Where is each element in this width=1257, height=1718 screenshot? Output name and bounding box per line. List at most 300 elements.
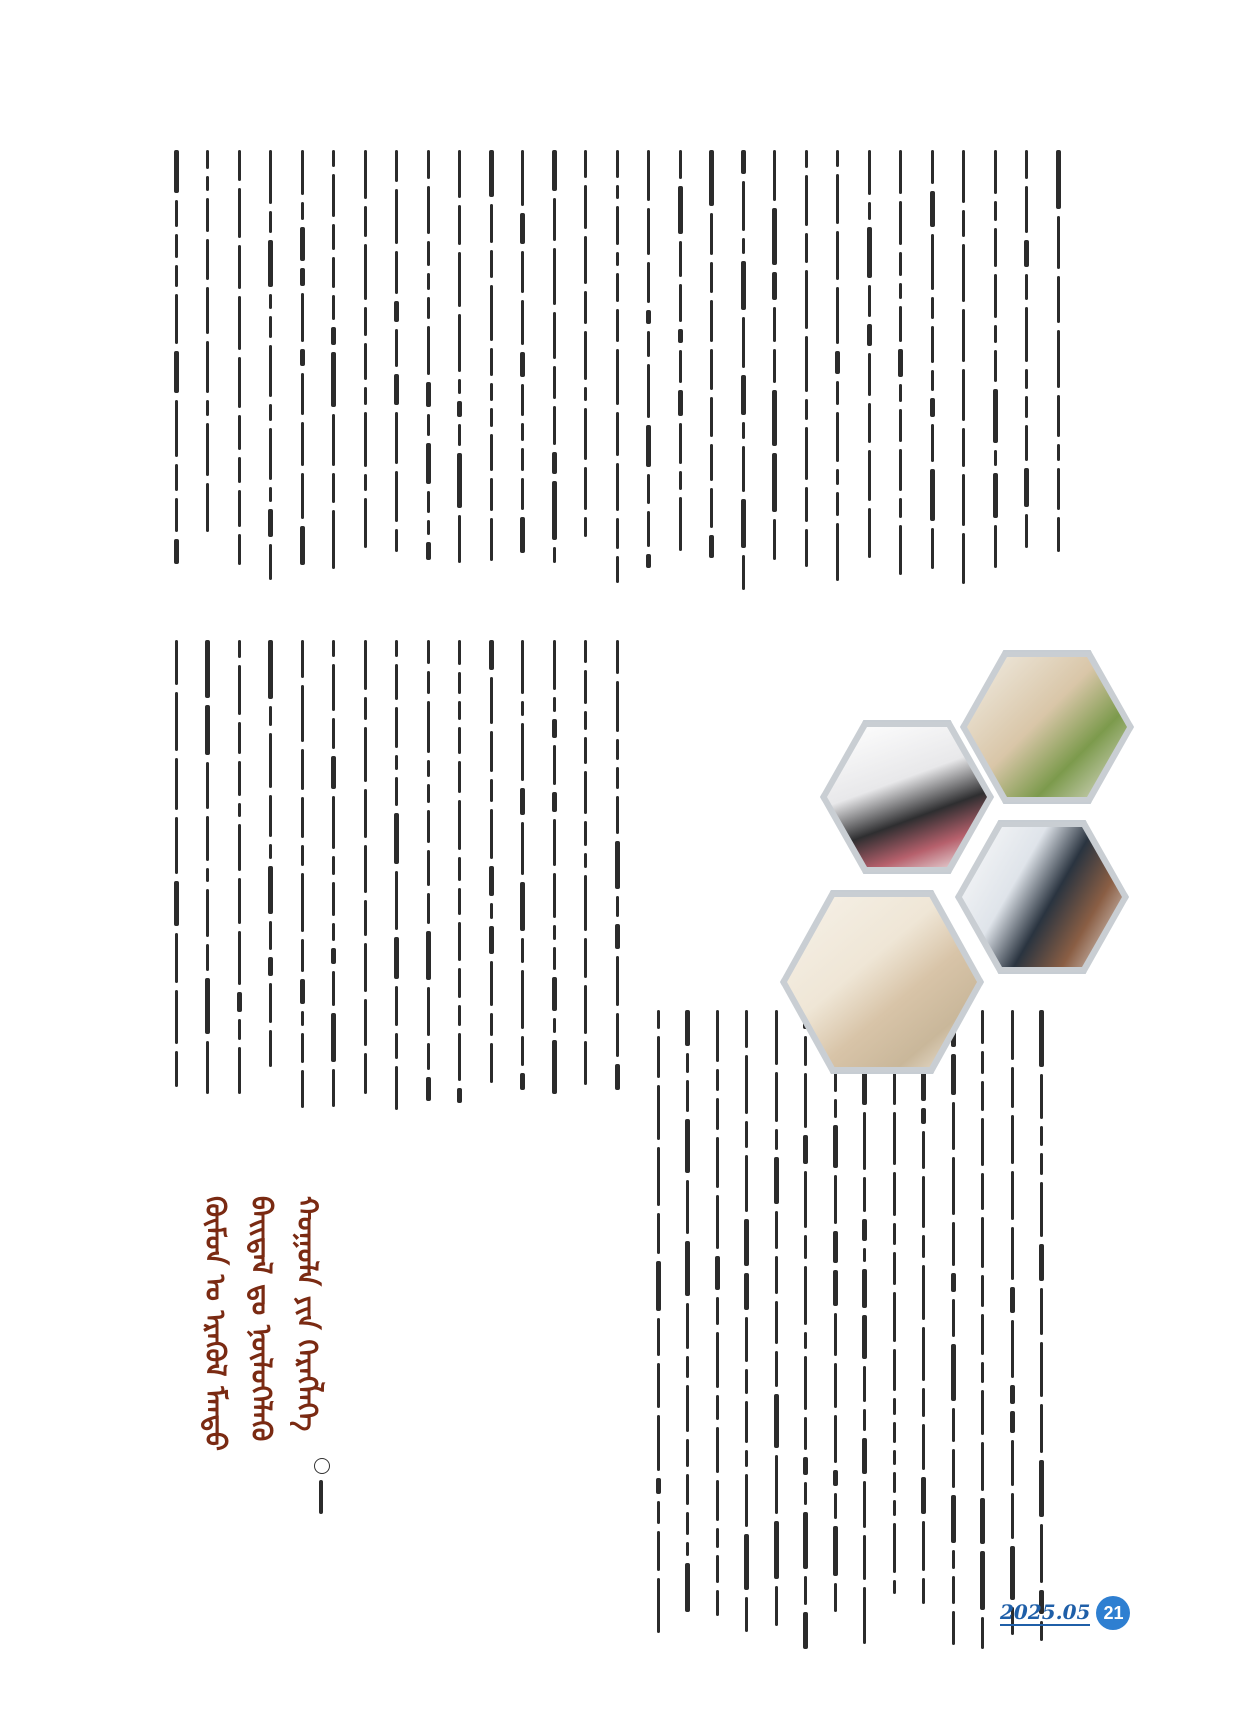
word-glyph — [893, 1349, 896, 1391]
word-glyph — [805, 150, 808, 168]
word-glyph — [685, 1241, 690, 1296]
word-glyph — [520, 517, 525, 553]
word-glyph — [584, 640, 587, 663]
word-glyph — [836, 174, 839, 224]
word-glyph — [301, 373, 304, 415]
word-glyph — [863, 1535, 866, 1580]
word-glyph — [268, 509, 273, 537]
word-glyph — [657, 1363, 660, 1408]
word-glyph — [238, 457, 241, 483]
title-line-2: ᠪᠠᠢᠳᠠᠯ ᠳᠤ ᠨᠥᠯᠦᠭᠡᠯᠡᠬᠦ — [245, 1196, 278, 1442]
word-glyph — [206, 1041, 209, 1094]
word-glyph — [862, 1219, 867, 1241]
word-glyph — [1010, 1385, 1015, 1404]
word-glyph — [931, 234, 934, 290]
word-glyph — [898, 349, 903, 377]
word-glyph — [364, 387, 367, 405]
word-glyph — [899, 384, 902, 402]
word-glyph — [458, 857, 461, 881]
word-glyph — [552, 452, 557, 474]
word-glyph — [1040, 1288, 1043, 1335]
word-glyph — [833, 1526, 838, 1576]
word-glyph — [427, 760, 430, 777]
word-glyph — [520, 352, 525, 377]
word-glyph — [951, 1344, 956, 1401]
word-glyph — [205, 640, 210, 698]
word-glyph — [332, 414, 335, 466]
text-column — [483, 150, 499, 590]
word-glyph — [490, 285, 493, 341]
word-glyph — [657, 1085, 660, 1140]
word-glyph — [458, 424, 461, 446]
word-glyph — [962, 244, 965, 302]
word-glyph — [364, 727, 367, 782]
word-glyph — [994, 350, 997, 382]
word-glyph — [775, 1072, 778, 1122]
word-glyph — [657, 1578, 660, 1633]
text-column — [767, 150, 783, 590]
word-glyph — [520, 213, 525, 244]
word-glyph — [804, 1356, 807, 1410]
word-glyph — [426, 931, 431, 980]
word-glyph — [980, 1498, 985, 1544]
word-glyph — [804, 1235, 807, 1259]
word-glyph — [804, 1417, 807, 1450]
word-glyph — [678, 390, 683, 416]
word-glyph — [616, 640, 619, 674]
word-glyph — [805, 487, 808, 522]
word-glyph — [584, 408, 587, 460]
word-glyph — [804, 1332, 807, 1349]
word-glyph — [868, 450, 871, 501]
word-glyph — [301, 685, 304, 742]
word-glyph — [427, 150, 430, 179]
word-glyph — [584, 291, 587, 324]
word-glyph — [520, 788, 525, 815]
word-glyph — [458, 727, 461, 754]
word-glyph — [1011, 1067, 1014, 1108]
text-column — [650, 1010, 666, 1650]
word-glyph — [331, 352, 336, 407]
word-glyph — [332, 473, 335, 503]
word-glyph — [458, 968, 461, 998]
word-glyph — [922, 1521, 925, 1571]
text-column — [956, 150, 972, 590]
word-glyph — [427, 810, 430, 843]
word-glyph — [1025, 186, 1028, 233]
word-glyph — [1040, 1126, 1043, 1146]
word-glyph — [993, 389, 998, 443]
word-glyph — [803, 1457, 808, 1475]
word-glyph — [745, 1597, 748, 1632]
word-glyph — [1011, 1010, 1014, 1060]
word-glyph — [679, 350, 682, 383]
word-glyph — [553, 697, 556, 712]
word-glyph — [951, 1273, 956, 1292]
word-glyph — [1039, 1460, 1044, 1517]
word-glyph — [836, 150, 839, 167]
word-glyph — [775, 1129, 778, 1150]
word-glyph — [836, 469, 839, 485]
word-glyph — [238, 188, 241, 238]
word-glyph — [458, 150, 461, 198]
word-glyph — [951, 1495, 956, 1543]
word-glyph — [395, 664, 398, 700]
word-glyph — [269, 345, 272, 397]
word-glyph — [301, 797, 304, 838]
word-glyph — [893, 1523, 896, 1573]
word-glyph — [301, 749, 304, 790]
word-glyph — [1025, 150, 1028, 179]
word-glyph — [458, 1033, 461, 1081]
text-column — [916, 1010, 932, 1650]
word-glyph — [364, 943, 367, 992]
word-glyph — [268, 640, 273, 699]
word-glyph — [922, 1424, 925, 1470]
word-glyph — [834, 1583, 837, 1612]
word-glyph — [584, 150, 587, 178]
word-glyph — [657, 1531, 660, 1571]
issue-date: 2025.05 — [1000, 1600, 1091, 1624]
text-column — [483, 640, 499, 1110]
text-column — [609, 640, 625, 1110]
word-glyph — [931, 297, 934, 319]
word-glyph — [952, 1157, 955, 1215]
word-glyph — [426, 1077, 431, 1101]
word-glyph — [521, 938, 524, 963]
word-glyph — [364, 900, 367, 936]
word-glyph — [584, 387, 587, 401]
word-glyph — [716, 1555, 719, 1583]
text-column — [326, 640, 342, 1110]
word-glyph — [805, 233, 808, 263]
word-glyph — [427, 273, 430, 290]
word-glyph — [741, 150, 746, 174]
word-glyph — [868, 508, 871, 558]
word-glyph — [774, 1157, 779, 1204]
word-glyph — [836, 523, 839, 581]
text-column — [231, 640, 247, 1110]
word-glyph — [679, 471, 682, 490]
word-glyph — [686, 1356, 689, 1378]
word-glyph — [742, 317, 745, 368]
word-glyph — [269, 404, 272, 421]
word-glyph — [862, 1315, 867, 1359]
word-glyph — [332, 923, 335, 941]
word-glyph — [364, 244, 367, 300]
text-column — [263, 640, 279, 1110]
word-glyph — [775, 1256, 778, 1294]
word-glyph — [521, 822, 524, 875]
text-column — [294, 640, 310, 1110]
word-glyph — [427, 297, 430, 319]
word-glyph — [868, 285, 871, 317]
word-glyph — [742, 181, 745, 231]
text-column — [857, 1010, 873, 1650]
word-glyph — [952, 1449, 955, 1488]
word-glyph — [993, 473, 998, 518]
word-glyph — [773, 307, 776, 342]
word-glyph — [300, 227, 305, 261]
word-glyph — [836, 287, 839, 344]
author-byline — [312, 1458, 332, 1518]
text-column — [546, 150, 562, 590]
word-glyph — [584, 737, 587, 764]
word-glyph — [716, 1395, 719, 1420]
word-glyph — [206, 423, 209, 476]
word-glyph — [981, 1617, 984, 1649]
word-glyph — [775, 1301, 778, 1344]
word-glyph — [710, 213, 713, 255]
word-glyph — [301, 1033, 304, 1063]
word-glyph — [206, 287, 209, 334]
word-glyph — [836, 492, 839, 516]
word-glyph — [647, 511, 650, 547]
word-glyph — [301, 1070, 304, 1108]
word-glyph — [962, 210, 965, 237]
word-glyph — [1040, 1074, 1043, 1119]
word-glyph — [922, 1131, 925, 1169]
word-glyph — [457, 1088, 462, 1103]
word-glyph — [686, 1080, 689, 1112]
word-glyph — [716, 1480, 719, 1521]
text-column — [830, 150, 846, 590]
word-glyph — [584, 875, 587, 931]
word-glyph — [863, 1366, 866, 1402]
word-glyph — [836, 412, 839, 462]
word-glyph — [238, 803, 241, 817]
word-glyph — [300, 979, 305, 1004]
word-glyph — [394, 374, 399, 405]
word-glyph — [458, 1005, 461, 1026]
word-glyph — [994, 201, 997, 221]
text-column — [546, 640, 562, 1110]
word-glyph — [520, 1073, 525, 1090]
word-glyph — [238, 722, 241, 754]
word-glyph — [804, 1576, 807, 1605]
word-glyph — [741, 261, 746, 310]
word-glyph — [893, 1172, 896, 1216]
word-glyph — [521, 723, 524, 781]
word-glyph — [1057, 216, 1060, 269]
text-column — [168, 640, 184, 1110]
word-glyph — [1011, 1115, 1014, 1164]
word-glyph — [834, 1073, 837, 1092]
word-glyph — [394, 301, 399, 322]
word-glyph — [553, 745, 556, 785]
word-glyph — [922, 1327, 925, 1381]
word-glyph — [584, 236, 587, 284]
word-glyph — [931, 150, 934, 184]
word-glyph — [301, 939, 304, 972]
text-column — [231, 150, 247, 590]
word-glyph — [893, 1292, 896, 1342]
word-glyph — [686, 1053, 689, 1073]
word-glyph — [1010, 1287, 1015, 1313]
word-glyph — [458, 205, 461, 245]
word-glyph — [553, 947, 556, 970]
word-glyph — [775, 1586, 778, 1626]
word-glyph — [647, 474, 650, 504]
word-glyph — [238, 245, 241, 289]
word-glyph — [709, 535, 714, 558]
word-glyph — [269, 487, 272, 502]
word-glyph — [395, 529, 398, 552]
word-glyph — [584, 467, 587, 510]
word-glyph — [962, 369, 965, 421]
text-column — [739, 1010, 755, 1650]
word-glyph — [237, 992, 242, 1012]
word-glyph — [521, 478, 524, 510]
text-column — [672, 150, 688, 590]
word-glyph — [268, 957, 273, 976]
word-glyph — [395, 471, 398, 522]
word-glyph — [1040, 1342, 1043, 1397]
section-marker — [0, 0, 1, 1]
word-glyph — [772, 453, 777, 512]
word-glyph — [616, 412, 619, 456]
word-glyph — [742, 446, 745, 492]
word-glyph — [893, 1450, 896, 1465]
word-glyph — [238, 357, 241, 408]
word-glyph — [364, 307, 367, 336]
word-glyph — [981, 1081, 984, 1111]
word-glyph — [899, 252, 902, 276]
word-glyph — [364, 697, 367, 720]
word-glyph — [269, 211, 272, 233]
word-glyph — [616, 206, 619, 245]
word-glyph — [981, 1314, 984, 1355]
word-glyph — [520, 882, 525, 931]
word-glyph — [1011, 1493, 1014, 1539]
word-glyph — [742, 238, 745, 254]
word-glyph — [1011, 1227, 1014, 1280]
text-column — [641, 150, 657, 590]
word-glyph — [364, 845, 367, 893]
word-glyph — [952, 1408, 955, 1442]
word-glyph — [1040, 1524, 1043, 1583]
word-glyph — [835, 351, 840, 374]
word-glyph — [616, 739, 619, 760]
word-glyph — [175, 933, 178, 983]
word-glyph — [521, 1036, 524, 1066]
word-glyph — [994, 274, 997, 318]
word-glyph — [521, 251, 524, 293]
word-glyph — [863, 1177, 866, 1212]
word-glyph — [553, 640, 556, 690]
word-glyph — [646, 554, 651, 568]
word-glyph — [174, 881, 179, 926]
word-glyph — [745, 1450, 748, 1467]
word-glyph — [427, 414, 430, 436]
word-glyph — [962, 533, 965, 584]
word-glyph — [1011, 1171, 1014, 1220]
word-glyph — [489, 926, 494, 954]
word-glyph — [175, 294, 178, 344]
text-column — [263, 150, 279, 590]
word-glyph — [206, 400, 209, 416]
word-glyph — [745, 1474, 748, 1527]
word-glyph — [174, 150, 179, 193]
word-glyph — [931, 528, 934, 569]
word-glyph — [332, 295, 335, 320]
word-glyph — [686, 1439, 689, 1467]
word-glyph — [268, 240, 273, 287]
word-glyph — [981, 1362, 984, 1383]
word-glyph — [1057, 276, 1060, 323]
text-column — [326, 150, 342, 590]
range-text — [0, 0, 1, 1]
word-glyph — [175, 498, 178, 532]
word-glyph — [899, 449, 902, 491]
word-glyph — [584, 1041, 587, 1085]
word-glyph — [426, 382, 431, 407]
word-glyph — [175, 758, 178, 810]
word-glyph — [490, 518, 493, 561]
word-glyph — [427, 491, 430, 513]
word-glyph — [715, 1256, 720, 1290]
word-glyph — [772, 272, 777, 300]
word-glyph — [269, 294, 272, 309]
word-glyph — [803, 1612, 808, 1649]
word-glyph — [395, 189, 398, 244]
word-glyph — [364, 343, 367, 380]
word-glyph — [490, 478, 493, 511]
word-glyph — [744, 1534, 749, 1590]
title-line-1: ᠬᠦᠮᠦᠨ ᠤ ᠡᠷᠡᠭᠦᠯ ᠮᠡᠨᠳᠦ — [199, 1196, 232, 1451]
word-glyph — [458, 761, 461, 793]
word-glyph — [457, 453, 462, 508]
word-glyph — [206, 868, 209, 882]
word-glyph — [656, 1261, 661, 1311]
word-glyph — [300, 526, 305, 565]
word-glyph — [332, 664, 335, 711]
word-glyph — [893, 1223, 896, 1245]
word-glyph — [678, 186, 683, 234]
word-glyph — [805, 399, 808, 420]
word-glyph — [301, 640, 304, 678]
page-footer — [1000, 1596, 1130, 1630]
word-glyph — [686, 1385, 689, 1432]
word-glyph — [836, 231, 839, 280]
word-glyph — [238, 931, 241, 985]
word-glyph — [458, 800, 461, 850]
word-glyph — [774, 1394, 779, 1448]
word-glyph — [922, 1388, 925, 1417]
word-glyph — [616, 956, 619, 1006]
word-glyph — [490, 961, 493, 1006]
title-line-3: ᠬᠣᠭᠣᠯᠠ ᠶᠢᠨ ᠬᠡᠷᠡᠭᠯᠡᠭᠡ — [291, 1196, 324, 1432]
word-glyph — [238, 878, 241, 924]
text-column — [515, 640, 531, 1110]
word-glyph — [716, 1098, 719, 1130]
word-glyph — [332, 174, 335, 217]
word-glyph — [899, 306, 902, 342]
word-glyph — [490, 677, 493, 724]
word-glyph — [521, 701, 524, 716]
word-glyph — [716, 1427, 719, 1473]
word-glyph — [686, 1474, 689, 1505]
article-body-top — [168, 150, 1088, 600]
word-glyph — [301, 873, 304, 932]
word-glyph — [490, 779, 493, 802]
word-glyph — [1040, 1153, 1043, 1175]
word-glyph — [269, 983, 272, 1023]
word-glyph — [174, 351, 179, 393]
word-glyph — [1025, 307, 1028, 362]
word-glyph — [521, 640, 524, 694]
word-glyph — [863, 1409, 866, 1431]
